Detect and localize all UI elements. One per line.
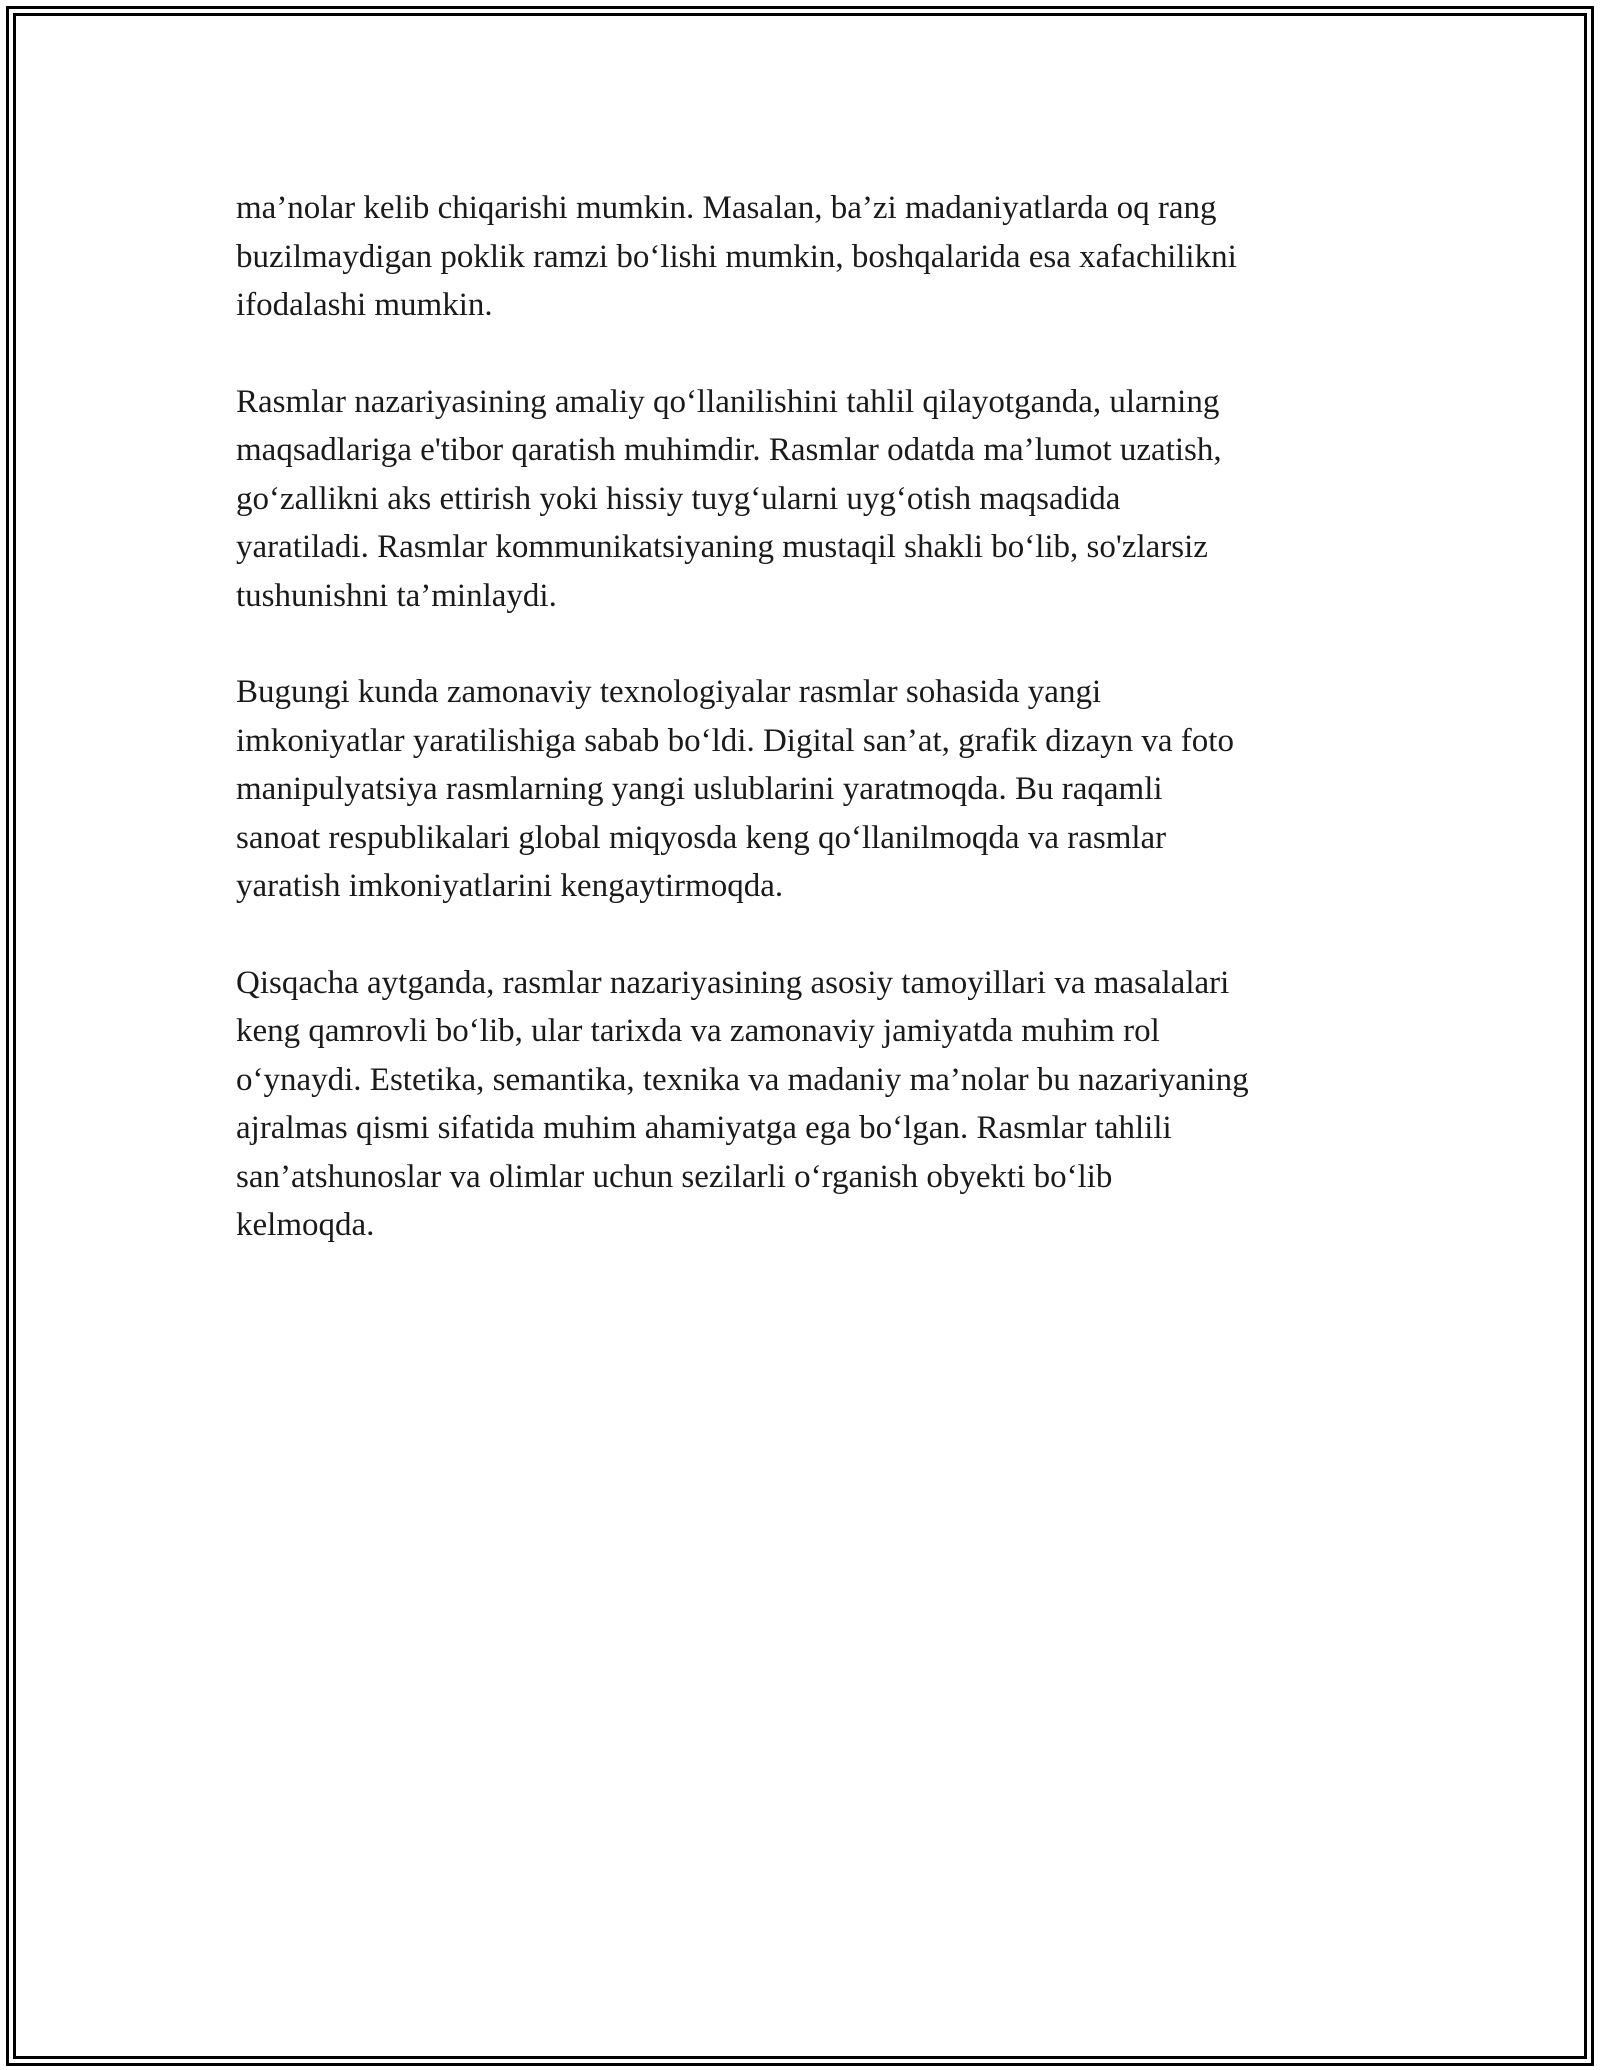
paragraph-conclusion: Qisqacha aytganda, rasmlar nazariyasining asosiy tamoyillari va masalalari keng qamrovli bo‘lib, ular tarixda va zamonaviy jamiyatda muhim rol o‘ynaydi. Estetika, semantika, texnika va madaniy ma’nolar bu nazariyaning ajralmas qismi sifatida muhim ahamiyatga ega bo‘lgan. Rasmlar tahlili san’atshunoslar va olimlar uchun sezilarli o‘rganish obyekti bo‘lib kelmoqda. (236, 964, 1249, 1243)
paragraph-practical-application: Rasmlar nazariyasining amaliy qo‘llanilishini tahlil qilayotganda, ularning maqsadlariga e'tibor qaratish muhimdir. Rasmlar odatda ma’lumot uzatish, go‘zallikni aks ettirish yoki hissiy tuyg‘ularni uyg‘otish maqsadida yaratiladi. Rasmlar kommunikatsiyaning mustaqil shakli bo‘lib, so'zlarsiz tushunishni ta’minlaydi. (236, 383, 1222, 614)
paragraph-cultural-meanings: ma’nolar kelib chiqarishi mumkin. Masalan, ba’zi madaniyatlarda oq rang buzilmaydigan poklik ramzi bo‘lishi mumkin, boshqalarida esa xafachilikni ifodalashi mumkin. (236, 190, 1237, 323)
paragraph-modern-technology: Bugungi kunda zamonaviy texnologiyalar rasmlar sohasida yangi imkoniyatlar yaratilishiga sabab bo‘ldi. Digital san’at, grafik dizayn va foto manipulyatsiya rasmlarning yangi uslublarini yaratmoqda. Bu raqamli sanoat respublikalari global miqyosda keng qo‘llanilmoqda va rasmlar yaratish imkoniyatlarini kengaytirmoqda. (236, 674, 1234, 904)
document-body (236, 184, 1376, 1298)
